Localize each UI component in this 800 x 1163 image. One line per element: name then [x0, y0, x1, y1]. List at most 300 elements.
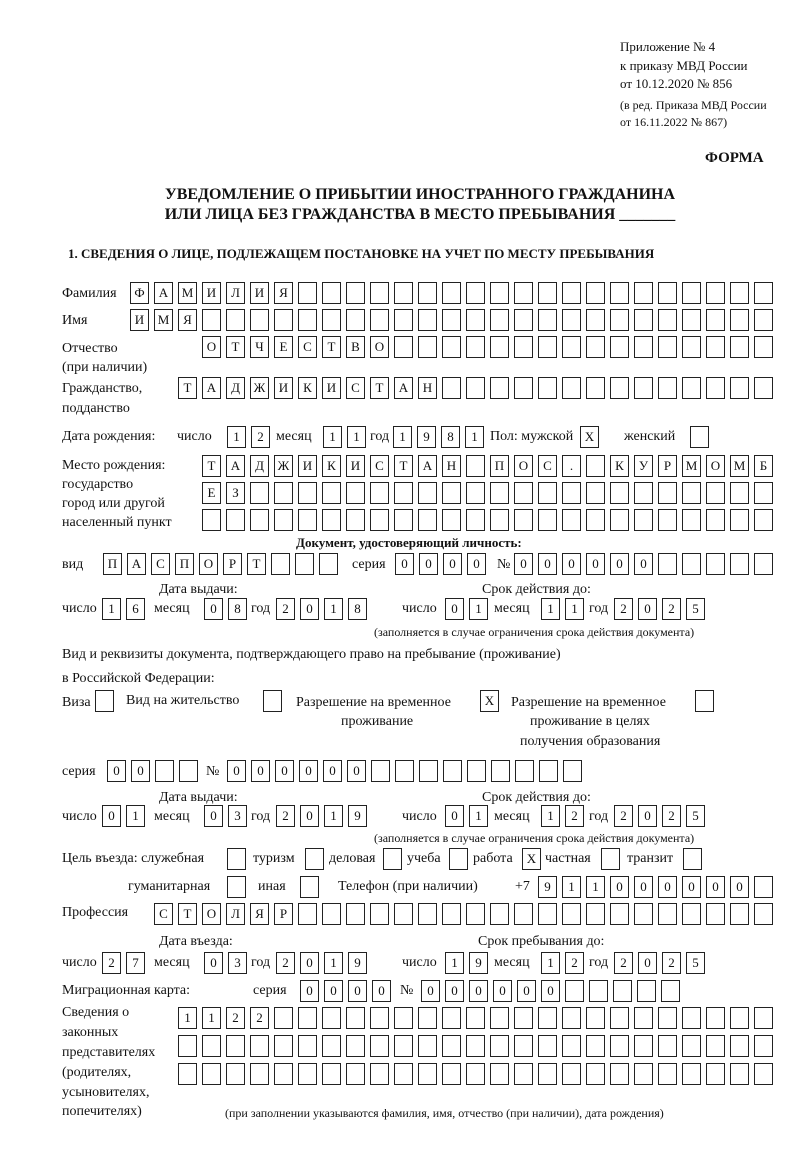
- char-box-legal-row2[interactable]: [706, 1035, 725, 1057]
- char-box-birthplace-row2[interactable]: З: [226, 482, 245, 504]
- char-box-right-number[interactable]: 0: [251, 760, 270, 782]
- char-box-legal-row1[interactable]: [466, 1007, 485, 1029]
- char-box-legal-row1[interactable]: [634, 1007, 653, 1029]
- char-box-name[interactable]: [274, 309, 293, 331]
- char-box-birthplace-row2[interactable]: [586, 482, 605, 504]
- char-box-name[interactable]: [514, 309, 533, 331]
- char-box-birthplace-row3[interactable]: [490, 509, 509, 531]
- char-box-profession[interactable]: [346, 903, 365, 925]
- char-box-patronymic[interactable]: Т: [226, 336, 245, 358]
- checkbox-purpose-humanitarian[interactable]: [227, 876, 246, 898]
- char-box-birthplace-row3[interactable]: [634, 509, 653, 531]
- char-box-surname[interactable]: [730, 282, 749, 304]
- char-box-mc-number[interactable]: 0: [493, 980, 512, 1002]
- char-box-right-valid-month[interactable]: 1: [541, 805, 560, 827]
- char-box-doc-number[interactable]: [754, 553, 773, 575]
- char-box-legal-row3[interactable]: [298, 1063, 317, 1085]
- char-box-mc-number[interactable]: [613, 980, 632, 1002]
- char-box-doc-kind[interactable]: Р: [223, 553, 242, 575]
- char-box-right-issue-year[interactable]: 0: [300, 805, 319, 827]
- char-box-name[interactable]: [226, 309, 245, 331]
- char-box-birthplace-row1[interactable]: О: [706, 455, 725, 477]
- char-box-birthplace-row1[interactable]: Ж: [274, 455, 293, 477]
- char-box-phone[interactable]: 9: [538, 876, 557, 898]
- char-box-birthplace-row3[interactable]: [322, 509, 341, 531]
- char-box-legal-row3[interactable]: [586, 1063, 605, 1085]
- char-box-legal-row3[interactable]: [682, 1063, 701, 1085]
- char-box-entry-day[interactable]: 2: [102, 952, 121, 974]
- char-box-birthplace-row2[interactable]: [370, 482, 389, 504]
- char-box-birthplace-row3[interactable]: [466, 509, 485, 531]
- char-box-legal-row1[interactable]: [274, 1007, 293, 1029]
- char-box-name[interactable]: И: [130, 309, 149, 331]
- char-box-doc-number[interactable]: [658, 553, 677, 575]
- char-box-patronymic[interactable]: [418, 336, 437, 358]
- char-box-birth-year[interactable]: 8: [441, 426, 460, 448]
- char-box-mc-number[interactable]: [589, 980, 608, 1002]
- char-box-name[interactable]: [682, 309, 701, 331]
- char-box-doc-issue-month[interactable]: 0: [204, 598, 223, 620]
- char-box-legal-row2[interactable]: [202, 1035, 221, 1057]
- char-box-legal-row3[interactable]: [706, 1063, 725, 1085]
- char-box-mc-series[interactable]: 0: [324, 980, 343, 1002]
- char-box-birth-month[interactable]: 1: [347, 426, 366, 448]
- char-box-name[interactable]: Я: [178, 309, 197, 331]
- char-box-citizenship[interactable]: [562, 377, 581, 399]
- char-box-citizenship[interactable]: Т: [178, 377, 197, 399]
- char-box-legal-row2[interactable]: [586, 1035, 605, 1057]
- char-box-legal-row3[interactable]: [514, 1063, 533, 1085]
- char-box-right-series[interactable]: [179, 760, 198, 782]
- char-box-right-valid-day[interactable]: 0: [445, 805, 464, 827]
- char-box-profession[interactable]: [562, 903, 581, 925]
- char-box-birthplace-row1[interactable]: [586, 455, 605, 477]
- char-box-right-valid-year[interactable]: 2: [614, 805, 633, 827]
- char-box-name[interactable]: [202, 309, 221, 331]
- char-box-citizenship[interactable]: Ж: [250, 377, 269, 399]
- char-box-legal-row2[interactable]: [490, 1035, 509, 1057]
- char-box-birthplace-row1[interactable]: О: [514, 455, 533, 477]
- char-box-profession[interactable]: [394, 903, 413, 925]
- char-box-birthplace-row2[interactable]: [538, 482, 557, 504]
- char-box-phone[interactable]: 0: [682, 876, 701, 898]
- char-box-legal-row2[interactable]: [346, 1035, 365, 1057]
- char-box-profession[interactable]: [442, 903, 461, 925]
- char-box-doc-number[interactable]: 0: [634, 553, 653, 575]
- char-box-birthplace-row2[interactable]: [394, 482, 413, 504]
- char-box-entry-month[interactable]: 3: [228, 952, 247, 974]
- char-box-profession[interactable]: Р: [274, 903, 293, 925]
- char-box-citizenship[interactable]: [754, 377, 773, 399]
- char-box-legal-row2[interactable]: [754, 1035, 773, 1057]
- char-box-mc-series[interactable]: 0: [300, 980, 319, 1002]
- char-box-birthplace-row3[interactable]: [562, 509, 581, 531]
- char-box-legal-row2[interactable]: [298, 1035, 317, 1057]
- char-box-name[interactable]: [466, 309, 485, 331]
- char-box-birthplace-row2[interactable]: [634, 482, 653, 504]
- char-box-right-number[interactable]: 0: [347, 760, 366, 782]
- char-box-citizenship[interactable]: [442, 377, 461, 399]
- char-box-legal-row2[interactable]: [730, 1035, 749, 1057]
- char-box-doc-valid-year[interactable]: 2: [662, 598, 681, 620]
- char-box-doc-kind[interactable]: [319, 553, 338, 575]
- char-box-legal-row3[interactable]: [274, 1063, 293, 1085]
- char-box-legal-row2[interactable]: [538, 1035, 557, 1057]
- char-box-phone[interactable]: 0: [706, 876, 725, 898]
- char-box-patronymic[interactable]: [514, 336, 533, 358]
- char-box-right-number[interactable]: 0: [275, 760, 294, 782]
- char-box-name[interactable]: [538, 309, 557, 331]
- char-box-birthplace-row1[interactable]: Т: [202, 455, 221, 477]
- char-box-doc-number[interactable]: 0: [586, 553, 605, 575]
- char-box-citizenship[interactable]: [586, 377, 605, 399]
- char-box-patronymic[interactable]: [706, 336, 725, 358]
- char-box-birthplace-row3[interactable]: [298, 509, 317, 531]
- char-box-entry-year[interactable]: 9: [348, 952, 367, 974]
- char-box-citizenship[interactable]: Н: [418, 377, 437, 399]
- char-box-patronymic[interactable]: О: [370, 336, 389, 358]
- checkbox-purpose-work[interactable]: X: [522, 848, 541, 870]
- char-box-legal-row1[interactable]: 1: [178, 1007, 197, 1029]
- char-box-name[interactable]: [490, 309, 509, 331]
- char-box-birthplace-row2[interactable]: [682, 482, 701, 504]
- char-box-right-issue-day[interactable]: 0: [102, 805, 121, 827]
- char-box-citizenship[interactable]: [706, 377, 725, 399]
- char-box-name[interactable]: [634, 309, 653, 331]
- char-box-name[interactable]: М: [154, 309, 173, 331]
- char-box-legal-row3[interactable]: [178, 1063, 197, 1085]
- char-box-right-number[interactable]: [515, 760, 534, 782]
- char-box-name[interactable]: [610, 309, 629, 331]
- checkbox-sex-female[interactable]: [690, 426, 709, 448]
- char-box-right-valid-month[interactable]: 2: [565, 805, 584, 827]
- char-box-profession[interactable]: [610, 903, 629, 925]
- char-box-citizenship[interactable]: [634, 377, 653, 399]
- char-box-legal-row2[interactable]: [562, 1035, 581, 1057]
- char-box-profession[interactable]: [682, 903, 701, 925]
- char-box-legal-row3[interactable]: [370, 1063, 389, 1085]
- char-box-right-number[interactable]: [419, 760, 438, 782]
- char-box-mc-number[interactable]: [565, 980, 584, 1002]
- char-box-birthplace-row2[interactable]: [274, 482, 293, 504]
- char-box-legal-row3[interactable]: [346, 1063, 365, 1085]
- char-box-profession[interactable]: [658, 903, 677, 925]
- char-box-entry-year[interactable]: 0: [300, 952, 319, 974]
- char-box-citizenship[interactable]: Д: [226, 377, 245, 399]
- checkbox-temp-edu[interactable]: [695, 690, 714, 712]
- char-box-legal-row2[interactable]: [394, 1035, 413, 1057]
- char-box-surname[interactable]: [322, 282, 341, 304]
- char-box-birth-day[interactable]: 2: [251, 426, 270, 448]
- char-box-legal-row3[interactable]: [562, 1063, 581, 1085]
- char-box-birthplace-row3[interactable]: [442, 509, 461, 531]
- char-box-citizenship[interactable]: А: [394, 377, 413, 399]
- char-box-legal-row1[interactable]: [658, 1007, 677, 1029]
- char-box-patronymic[interactable]: [538, 336, 557, 358]
- checkbox-visa[interactable]: [95, 690, 114, 712]
- char-box-patronymic[interactable]: [634, 336, 653, 358]
- char-box-patronymic[interactable]: [730, 336, 749, 358]
- char-box-mc-number[interactable]: 0: [517, 980, 536, 1002]
- char-box-right-series[interactable]: 0: [107, 760, 126, 782]
- char-box-name[interactable]: [562, 309, 581, 331]
- char-box-name[interactable]: [298, 309, 317, 331]
- char-box-birthplace-row3[interactable]: [514, 509, 533, 531]
- checkbox-purpose-transit[interactable]: [683, 848, 702, 870]
- char-box-profession[interactable]: [706, 903, 725, 925]
- char-box-name[interactable]: [250, 309, 269, 331]
- char-box-birthplace-row2[interactable]: [754, 482, 773, 504]
- char-box-legal-row3[interactable]: [250, 1063, 269, 1085]
- char-box-right-number[interactable]: [563, 760, 582, 782]
- char-box-doc-number[interactable]: [706, 553, 725, 575]
- char-box-doc-valid-month[interactable]: 1: [565, 598, 584, 620]
- char-box-birthplace-row2[interactable]: [250, 482, 269, 504]
- char-box-profession[interactable]: Л: [226, 903, 245, 925]
- checkbox-purpose-official[interactable]: [227, 848, 246, 870]
- char-box-doc-kind[interactable]: Т: [247, 553, 266, 575]
- char-box-name[interactable]: [658, 309, 677, 331]
- char-box-profession[interactable]: [466, 903, 485, 925]
- char-box-patronymic[interactable]: [466, 336, 485, 358]
- char-box-patronymic[interactable]: [610, 336, 629, 358]
- char-box-birthplace-row1[interactable]: А: [418, 455, 437, 477]
- char-box-legal-row2[interactable]: [322, 1035, 341, 1057]
- char-box-doc-valid-day[interactable]: 1: [469, 598, 488, 620]
- char-box-birthplace-row1[interactable]: К: [322, 455, 341, 477]
- char-box-doc-number[interactable]: [730, 553, 749, 575]
- char-box-patronymic[interactable]: [754, 336, 773, 358]
- char-box-citizenship[interactable]: [514, 377, 533, 399]
- char-box-surname[interactable]: Ф: [130, 282, 149, 304]
- char-box-legal-row2[interactable]: [250, 1035, 269, 1057]
- char-box-legal-row3[interactable]: [394, 1063, 413, 1085]
- char-box-surname[interactable]: [370, 282, 389, 304]
- char-box-birthplace-row2[interactable]: [346, 482, 365, 504]
- char-box-birthplace-row1[interactable]: П: [490, 455, 509, 477]
- char-box-legal-row1[interactable]: [562, 1007, 581, 1029]
- char-box-phone[interactable]: 1: [562, 876, 581, 898]
- char-box-doc-kind[interactable]: П: [103, 553, 122, 575]
- char-box-legal-row1[interactable]: [370, 1007, 389, 1029]
- char-box-profession[interactable]: [418, 903, 437, 925]
- char-box-surname[interactable]: [442, 282, 461, 304]
- char-box-stay-month[interactable]: 2: [565, 952, 584, 974]
- char-box-legal-row1[interactable]: [586, 1007, 605, 1029]
- char-box-phone[interactable]: 0: [634, 876, 653, 898]
- char-box-doc-number[interactable]: 0: [514, 553, 533, 575]
- char-box-citizenship[interactable]: [682, 377, 701, 399]
- char-box-citizenship[interactable]: [730, 377, 749, 399]
- char-box-stay-month[interactable]: 1: [541, 952, 560, 974]
- char-box-legal-row1[interactable]: [418, 1007, 437, 1029]
- char-box-right-number[interactable]: [443, 760, 462, 782]
- char-box-legal-row1[interactable]: [298, 1007, 317, 1029]
- char-box-doc-issue-year[interactable]: 0: [300, 598, 319, 620]
- char-box-legal-row1[interactable]: [754, 1007, 773, 1029]
- char-box-right-series[interactable]: 0: [131, 760, 150, 782]
- char-box-doc-issue-year[interactable]: 2: [276, 598, 295, 620]
- char-box-birthplace-row2[interactable]: [298, 482, 317, 504]
- char-box-name[interactable]: [706, 309, 725, 331]
- char-box-stay-year[interactable]: 2: [662, 952, 681, 974]
- char-box-birthplace-row2[interactable]: [466, 482, 485, 504]
- char-box-citizenship[interactable]: [538, 377, 557, 399]
- char-box-birthplace-row1[interactable]: Р: [658, 455, 677, 477]
- char-box-doc-kind[interactable]: П: [175, 553, 194, 575]
- char-box-right-number[interactable]: 0: [227, 760, 246, 782]
- char-box-doc-valid-year[interactable]: 2: [614, 598, 633, 620]
- char-box-right-number[interactable]: [371, 760, 390, 782]
- char-box-surname[interactable]: И: [202, 282, 221, 304]
- char-box-entry-day[interactable]: 7: [126, 952, 145, 974]
- char-box-mc-number[interactable]: 0: [445, 980, 464, 1002]
- char-box-profession[interactable]: [298, 903, 317, 925]
- char-box-birthplace-row1[interactable]: Д: [250, 455, 269, 477]
- char-box-surname[interactable]: [394, 282, 413, 304]
- char-box-citizenship[interactable]: [466, 377, 485, 399]
- char-box-surname[interactable]: М: [178, 282, 197, 304]
- char-box-birth-month[interactable]: 1: [323, 426, 342, 448]
- char-box-birthplace-row2[interactable]: [322, 482, 341, 504]
- char-box-surname[interactable]: [490, 282, 509, 304]
- char-box-right-number[interactable]: [491, 760, 510, 782]
- char-box-legal-row1[interactable]: [394, 1007, 413, 1029]
- char-box-name[interactable]: [394, 309, 413, 331]
- char-box-legal-row3[interactable]: [730, 1063, 749, 1085]
- char-box-legal-row2[interactable]: [178, 1035, 197, 1057]
- char-box-legal-row1[interactable]: [730, 1007, 749, 1029]
- char-box-surname[interactable]: [562, 282, 581, 304]
- char-box-legal-row3[interactable]: [634, 1063, 653, 1085]
- char-box-right-issue-year[interactable]: 2: [276, 805, 295, 827]
- char-box-birthplace-row1[interactable]: С: [538, 455, 557, 477]
- char-box-legal-row3[interactable]: [322, 1063, 341, 1085]
- char-box-doc-issue-month[interactable]: 8: [228, 598, 247, 620]
- char-box-legal-row3[interactable]: [466, 1063, 485, 1085]
- char-box-doc-valid-day[interactable]: 0: [445, 598, 464, 620]
- char-box-birthplace-row2[interactable]: [706, 482, 725, 504]
- char-box-doc-kind[interactable]: С: [151, 553, 170, 575]
- char-box-birthplace-row3[interactable]: [274, 509, 293, 531]
- char-box-profession[interactable]: [586, 903, 605, 925]
- char-box-legal-row3[interactable]: [490, 1063, 509, 1085]
- char-box-surname[interactable]: [298, 282, 317, 304]
- char-box-right-number[interactable]: [467, 760, 486, 782]
- char-box-mc-number[interactable]: [661, 980, 680, 1002]
- char-box-stay-day[interactable]: 9: [469, 952, 488, 974]
- char-box-right-valid-year[interactable]: 5: [686, 805, 705, 827]
- char-box-surname[interactable]: [514, 282, 533, 304]
- char-box-legal-row2[interactable]: [274, 1035, 293, 1057]
- char-box-profession[interactable]: [754, 903, 773, 925]
- char-box-right-valid-year[interactable]: 0: [638, 805, 657, 827]
- char-box-birthplace-row3[interactable]: [226, 509, 245, 531]
- char-box-surname[interactable]: [754, 282, 773, 304]
- char-box-citizenship[interactable]: К: [298, 377, 317, 399]
- char-box-name[interactable]: [442, 309, 461, 331]
- char-box-birthplace-row3[interactable]: [394, 509, 413, 531]
- char-box-name[interactable]: [346, 309, 365, 331]
- char-box-birthplace-row3[interactable]: [658, 509, 677, 531]
- char-box-legal-row1[interactable]: [322, 1007, 341, 1029]
- char-box-surname[interactable]: [586, 282, 605, 304]
- char-box-doc-number[interactable]: 0: [562, 553, 581, 575]
- char-box-legal-row1[interactable]: 2: [226, 1007, 245, 1029]
- char-box-legal-row2[interactable]: [370, 1035, 389, 1057]
- char-box-doc-series[interactable]: 0: [419, 553, 438, 575]
- char-box-doc-number[interactable]: 0: [538, 553, 557, 575]
- char-box-right-number[interactable]: 0: [323, 760, 342, 782]
- char-box-mc-series[interactable]: 0: [348, 980, 367, 1002]
- char-box-doc-number[interactable]: [682, 553, 701, 575]
- checkbox-purpose-other[interactable]: [300, 876, 319, 898]
- char-box-patronymic[interactable]: [658, 336, 677, 358]
- char-box-surname[interactable]: [634, 282, 653, 304]
- char-box-entry-month[interactable]: 0: [204, 952, 223, 974]
- char-box-name[interactable]: [322, 309, 341, 331]
- char-box-birthplace-row3[interactable]: [538, 509, 557, 531]
- char-box-legal-row3[interactable]: [610, 1063, 629, 1085]
- char-box-doc-issue-day[interactable]: 6: [126, 598, 145, 620]
- char-box-legal-row2[interactable]: [682, 1035, 701, 1057]
- checkbox-temp-res[interactable]: X: [480, 690, 499, 712]
- char-box-birthplace-row3[interactable]: [586, 509, 605, 531]
- char-box-birthplace-row1[interactable]: У: [634, 455, 653, 477]
- char-box-mc-series[interactable]: 0: [372, 980, 391, 1002]
- char-box-birthplace-row3[interactable]: [682, 509, 701, 531]
- char-box-surname[interactable]: [682, 282, 701, 304]
- char-box-stay-day[interactable]: 1: [445, 952, 464, 974]
- char-box-phone[interactable]: 0: [658, 876, 677, 898]
- char-box-surname[interactable]: [706, 282, 725, 304]
- char-box-right-issue-year[interactable]: 1: [324, 805, 343, 827]
- checkbox-purpose-private[interactable]: [601, 848, 620, 870]
- char-box-citizenship[interactable]: [658, 377, 677, 399]
- char-box-profession[interactable]: [634, 903, 653, 925]
- char-box-right-valid-day[interactable]: 1: [469, 805, 488, 827]
- char-box-legal-row2[interactable]: [610, 1035, 629, 1057]
- char-box-birthplace-row1[interactable]: М: [730, 455, 749, 477]
- char-box-mc-number[interactable]: [637, 980, 656, 1002]
- char-box-patronymic[interactable]: [442, 336, 461, 358]
- char-box-right-series[interactable]: [155, 760, 174, 782]
- char-box-doc-issue-year[interactable]: 8: [348, 598, 367, 620]
- char-box-doc-series[interactable]: 0: [395, 553, 414, 575]
- char-box-entry-year[interactable]: 1: [324, 952, 343, 974]
- char-box-doc-kind[interactable]: [295, 553, 314, 575]
- char-box-legal-row1[interactable]: [682, 1007, 701, 1029]
- char-box-right-issue-year[interactable]: 9: [348, 805, 367, 827]
- char-box-birthplace-row3[interactable]: [370, 509, 389, 531]
- char-box-birthplace-row2[interactable]: [658, 482, 677, 504]
- char-box-surname[interactable]: [418, 282, 437, 304]
- char-box-doc-kind[interactable]: А: [127, 553, 146, 575]
- char-box-legal-row3[interactable]: [418, 1063, 437, 1085]
- char-box-birthplace-row1[interactable]: .: [562, 455, 581, 477]
- char-box-legal-row1[interactable]: 1: [202, 1007, 221, 1029]
- char-box-profession[interactable]: [370, 903, 389, 925]
- char-box-doc-issue-year[interactable]: 1: [324, 598, 343, 620]
- char-box-patronymic[interactable]: [490, 336, 509, 358]
- char-box-surname[interactable]: [346, 282, 365, 304]
- char-box-citizenship[interactable]: С: [346, 377, 365, 399]
- char-box-birthplace-row1[interactable]: А: [226, 455, 245, 477]
- char-box-birthplace-row3[interactable]: [754, 509, 773, 531]
- char-box-doc-valid-year[interactable]: 0: [638, 598, 657, 620]
- char-box-birthplace-row3[interactable]: [250, 509, 269, 531]
- char-box-citizenship[interactable]: [490, 377, 509, 399]
